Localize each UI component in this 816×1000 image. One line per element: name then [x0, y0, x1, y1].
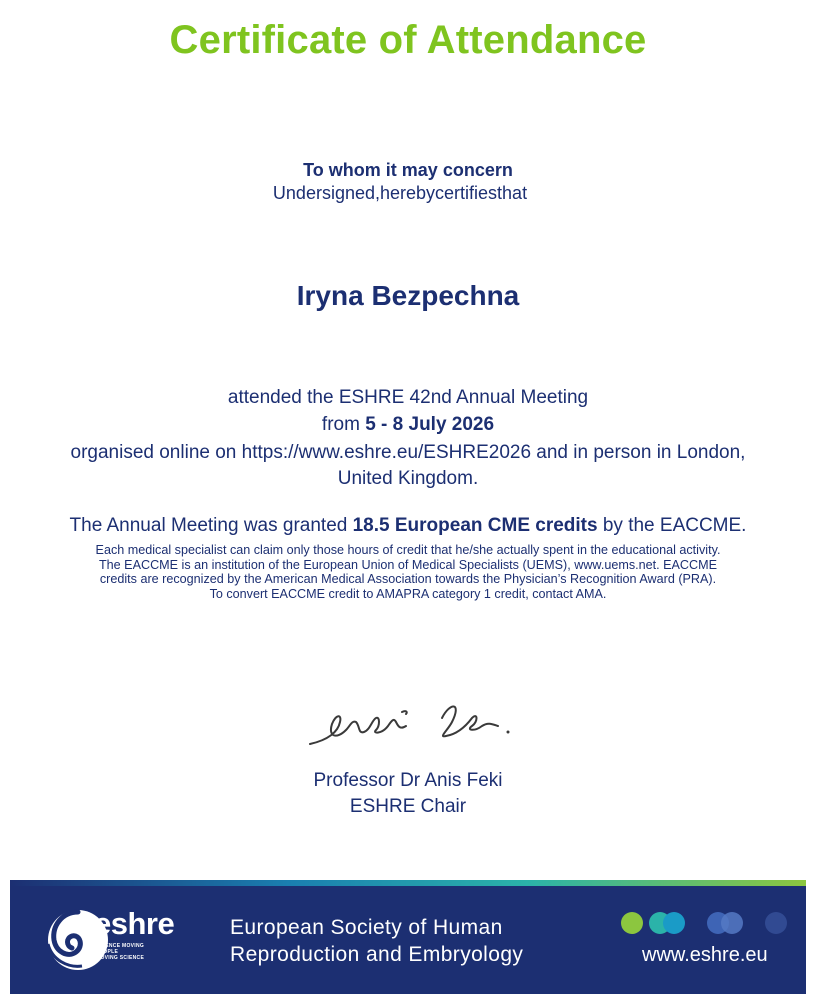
eaccme-note-line: credits are recognized by the American Medical Association towards the Physician’s Recognition Award (PRA). [99, 572, 717, 586]
society-name [230, 914, 523, 968]
footer-gradient-stripe [10, 880, 806, 886]
meeting-dates: 5 - 8 July 2026 [365, 414, 495, 435]
dates-line [0, 414, 816, 436]
attendee-name: Iryna Bezpechna [296, 280, 520, 311]
credits-suffix: by the EACCME. [597, 515, 747, 536]
credits-amount: 18.5 European CME credits [352, 515, 598, 536]
society-name-line: Reproduction and Embryology [230, 943, 524, 966]
logo-tagline: SCIENCE MOVING [96, 943, 145, 949]
organised-line: organised online on https://www.eshre.eu/ESHRE2026 and in person in London, [70, 442, 746, 463]
logo-tagline: PEOPLE [96, 949, 119, 955]
credits-prefix: The Annual Meeting was granted [69, 515, 353, 536]
signer-role: ESHRE Chair [349, 796, 467, 817]
signer-name: Professor Dr Anis Feki [313, 770, 503, 791]
credits-line [0, 515, 816, 537]
eaccme-note-line: The EACCME is an institution of the European Union of Medical Specialists (UEMS), www.uems.net. EACCME [98, 557, 718, 572]
undersigned-statement: Undersigned,herebycertifiesthat [272, 183, 528, 203]
decorative-dots-icon [610, 908, 790, 938]
eaccme-note-line: To convert EACCME credit to AMAPRA category 1 credit, contact AMA. [209, 586, 607, 601]
signature-image [302, 692, 532, 756]
attended-line: attended the ESHRE 42nd Annual Meeting [227, 387, 589, 408]
eaccme-note-line: Each medical specialist can claim only those hours of credit that he/she actually spent in the educational activity. [95, 543, 721, 557]
location-line: United Kingdom. [337, 468, 479, 489]
logo-tagline: MOVING SCIENCE [96, 955, 145, 961]
eaccme-note [0, 543, 816, 601]
logo-wordmark: eshre [94, 906, 175, 941]
website-url: www.eshre.eu [642, 944, 768, 966]
certificate-title: Certificate of Attendance [169, 18, 647, 62]
society-name-line: European Society of Human [230, 916, 503, 939]
from-prefix: from [321, 414, 366, 435]
salutation: To whom it may concern [303, 160, 513, 180]
footer-banner [10, 880, 806, 994]
